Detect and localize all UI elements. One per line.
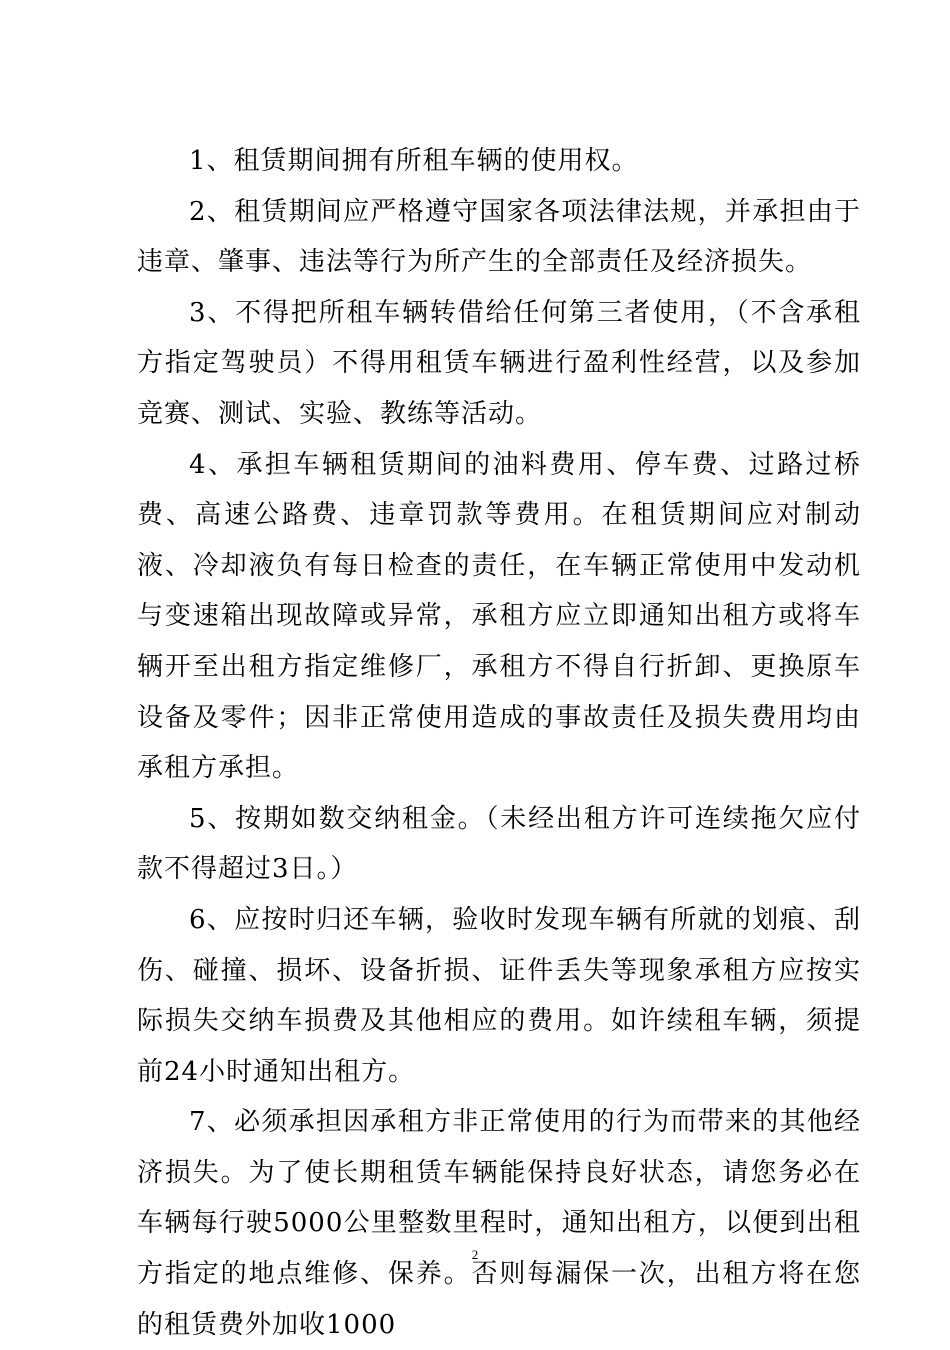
paragraph-clause-4: 4、承担车辆租赁期间的油料费用、停车费、过路过桥费、高速公路费、违章罚款等费用。在租赁期间应对制动液、冷却液负有每日检查的责任，在车辆正常使用中发动机与变速箱出现故障或异常，承租方应立即通知出租方或将车辆开至出租方指定维修厂，承租方不得自行折卸、更换原车设备及零件；因非正常使用造成的事故责任及损失费用均由承租方承担。 — [137, 449, 861, 784]
page-number: 2 — [471, 1247, 479, 1262]
paragraph-clause-2: 2、租赁期间应严格遵守国家各项法律法规，并承担由于违章、肇事、违法等行为所产生的全部责任及经济损失。 — [137, 196, 861, 278]
paragraph-clause-5: 5、按期如数交纳租金。（未经出租方许可连续拖欠应付款不得超过3日。） — [137, 803, 861, 885]
paragraph-clause-7: 7、必须承担因承租方非正常使用的行为而带来的其他经济损失。为了使长期租赁车辆能保持良好状态，请您务必在车辆每行驶5000公里整数里程时，通知出租方，以便到出租方指定的地点维修、保养。否则每漏保一次，出租方将在您的租赁费外加收1000 — [137, 1107, 861, 1340]
paragraph-clause-6: 6、应按时归还车辆，验收时发现车辆有所就的划痕、刮伤、碰撞、损坏、设备折损、证件丢失等现象承租方应按实际损失交纳车损费及其他相应的费用。如许续租车辆，须提前24小时通知出租方。 — [137, 904, 861, 1087]
document-body — [137, 136, 861, 1350]
paragraph-clause-1: 1、租赁期间拥有所租车辆的使用权。 — [189, 146, 639, 176]
paragraph-clause-3: 3、不得把所租车辆转借给任何第三者使用，（不含承租方指定驾驶员）不得用租赁车辆进行盈利性经营，以及参加竞赛、测试、实验、教练等活动。 — [137, 297, 861, 429]
